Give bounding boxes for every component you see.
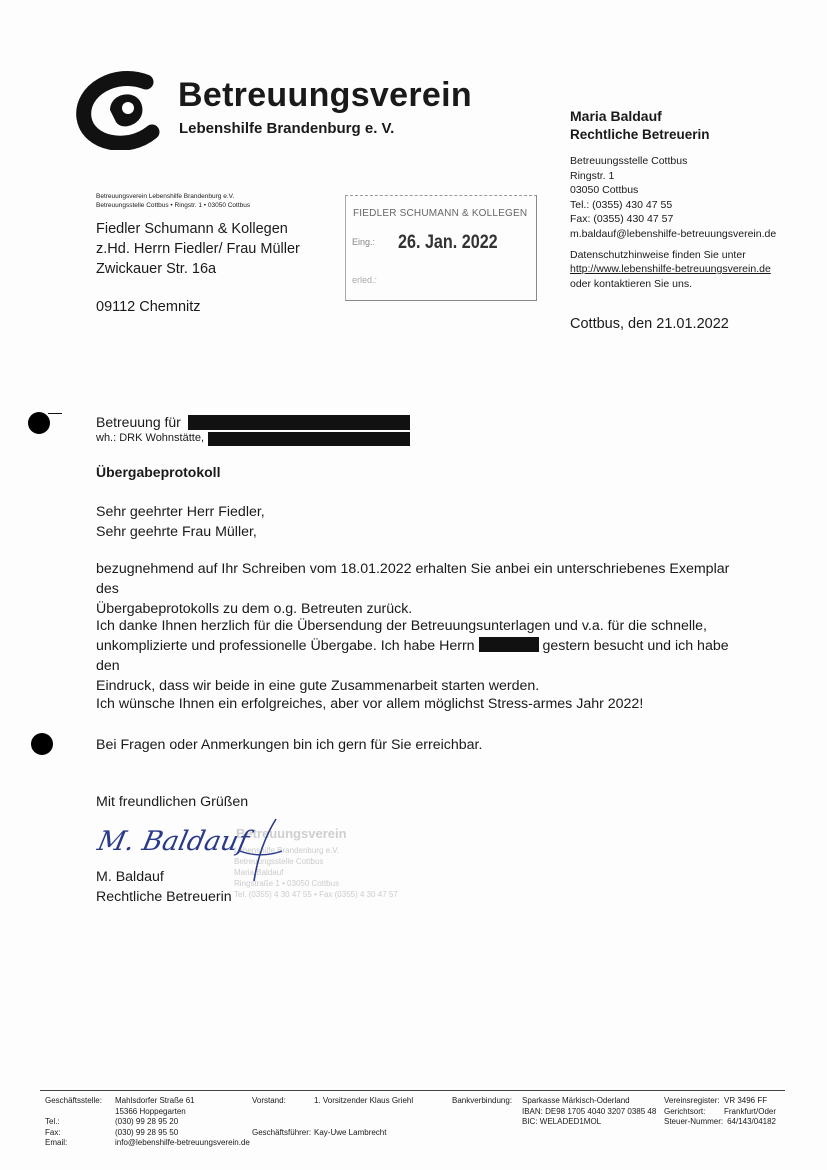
signature-stamp-line-2: Betreuungsstelle Cottbus — [234, 857, 324, 866]
footer-tel-label: Tel.: — [45, 1117, 60, 1127]
footer-bank — [522, 1096, 656, 1128]
handwritten-signature: M. Baldauf — [94, 826, 252, 857]
recipient-line-4: 09112 Chemnitz — [96, 299, 201, 315]
paragraph-1-line-2: Übergabeprotokolls zu dem o.g. Betreuten zurück. — [96, 601, 413, 617]
paragraph-3: Ich wünsche Ihnen ein erfolgreiches, aber vor allem möglichst Stress-armes Jahr 2022! — [96, 696, 644, 712]
sender-email[interactable]: m.baldauf@lebenshilfe-betreuungsverein.de — [570, 227, 777, 240]
sign-role: Rechtliche Betreuerin — [96, 889, 232, 905]
footer-vr: VR 3496 FF — [724, 1096, 768, 1105]
paragraph-2-line-2 — [96, 636, 746, 676]
punch-hole-icon — [28, 412, 50, 434]
footer-tax-label: Steuer-Nummer: — [664, 1117, 724, 1127]
footer-vorstand-label: Vorstand: — [252, 1096, 286, 1105]
paragraph-2-line-2a: unkomplizierte und professionelle Übergabe. Ich habe Herrn — [96, 638, 475, 654]
privacy-note-2: oder kontaktieren Sie uns. — [570, 277, 692, 290]
punch-hole-icon — [31, 733, 53, 755]
footer-divider — [40, 1090, 785, 1091]
footer-court: Frankfurt/Oder — [724, 1106, 777, 1116]
recipient-line-1: Fiedler Schumann & Kollegen — [96, 221, 288, 237]
stamp-eing-label: Eing.: — [352, 237, 376, 247]
lebenshilfe-logo-icon — [76, 70, 171, 150]
privacy-note: Datenschutzhinweise finden Sie unter — [570, 248, 746, 261]
sender-fax: Fax: (0355) 430 47 57 — [570, 213, 674, 226]
footer-gf: Kay-Uwe Lambrecht — [314, 1128, 387, 1137]
footer-fax: (030) 99 28 95 50 — [115, 1127, 179, 1137]
salutation — [96, 502, 746, 542]
footer-bank-line-2: IBAN: DE98 1705 4040 3207 0385 48 — [522, 1106, 657, 1116]
sender-city: 03050 Cottbus — [570, 184, 639, 197]
signature-stamp-line-3: Maria Baldauf — [234, 868, 284, 877]
sender-name: Maria Baldauf — [570, 108, 662, 124]
return-address-line-1: Betreuungsverein Lebenshilfe Brandenburg e.V. — [96, 193, 235, 200]
footer-vorstand: 1. Vorsitzender Klaus Griehl — [314, 1096, 414, 1105]
subject-line: Betreuung für — [96, 414, 181, 430]
paragraph-2 — [96, 616, 746, 696]
paragraph-2-line-3: Eindruck, dass wir beide in eine gute Zusammenarbeit starten werden. — [96, 678, 540, 694]
sender-street: Ringstr. 1 — [570, 169, 615, 182]
footer-contact — [115, 1096, 250, 1149]
footer-bank-line-3: BIC: WELADED1MOL — [522, 1117, 602, 1127]
logo-title: Betreuungsverein — [178, 76, 472, 114]
sender-contact — [570, 154, 776, 291]
footer-tel: (030) 99 28 95 20 — [115, 1117, 179, 1127]
wh-line: wh.: DRK Wohnstätte, — [96, 432, 205, 444]
sign-name: M. Baldauf — [96, 869, 164, 885]
sender-tel: Tel.: (0355) 430 47 55 — [570, 198, 673, 211]
stamp-erled-label: erled.: — [352, 275, 378, 285]
place-date: Cottbus, den 21.01.2022 — [570, 316, 729, 332]
paragraph-2-line-2b: gestern besucht und ich habe den — [96, 638, 729, 674]
footer-gs-line-2: 15366 Hoppegarten — [115, 1106, 186, 1116]
footer-bank-label: Bankverbindung: — [452, 1096, 513, 1105]
sender-office: Betreuungsstelle Cottbus — [570, 155, 688, 167]
sender-role: Rechtliche Betreuerin — [570, 127, 710, 142]
salutation-1: Sehr geehrter Herr Fiedler, — [96, 504, 265, 520]
signature-stamp-line-1: Lebenshilfe Brandenburg e.V. — [234, 846, 340, 855]
stamp-date: 26. Jan. 2022 — [398, 232, 498, 253]
recipient-address — [96, 219, 300, 279]
redaction-bar — [188, 415, 410, 430]
privacy-link[interactable]: http://www.lebenshilfe-betreuungsverein.de — [570, 263, 771, 276]
logo-subtitle: Lebenshilfe Brandenburg e. V. — [179, 120, 395, 137]
footer-gs-label: Geschäftsstelle: — [45, 1096, 102, 1105]
recipient-line-3: Zwickauer Str. 16a — [96, 261, 217, 277]
return-address-line-2: Betreuungsstelle Cottbus • Ringstr. 1 • 03050 Cottbus — [96, 202, 251, 209]
footer-fax-label: Fax: — [45, 1127, 61, 1137]
footer-email-label: Email: — [45, 1138, 68, 1148]
closing: Mit freundlichen Grüßen — [96, 794, 249, 810]
footer-labels — [45, 1096, 102, 1149]
footer-email[interactable]: info@lebenshilfe-betreuungsverein.de — [115, 1138, 250, 1148]
salutation-2: Sehr geehrte Frau Müller, — [96, 524, 257, 540]
footer-court-label: Gerichtsort: — [664, 1106, 706, 1116]
fold-mark — [48, 413, 62, 414]
signature-stamp-line-5: Tel. (0355) 4 30 47 55 • Fax (0355) 4 30 47 57 — [234, 890, 398, 899]
footer-vr-label: Vereinsregister: — [664, 1096, 720, 1105]
redaction-bar — [479, 637, 539, 652]
footer-tax: 64/143/04182 — [727, 1117, 776, 1127]
footer-register-labels — [664, 1096, 723, 1128]
footer-gs-line-1: Mahlsdorfer Straße 61 — [115, 1096, 195, 1105]
stamp-title: FIEDLER SCHUMANN & KOLLEGEN — [353, 208, 528, 219]
redaction-bar — [208, 432, 410, 446]
signature-stamp-line-4: Ringstraße 1 • 03050 Cottbus — [234, 879, 340, 888]
footer-register-values — [724, 1096, 776, 1128]
paragraph-2-line-1: Ich danke Ihnen herzlich für die Übersendung der Betreuungsunterlagen und v.a. für die schnelle, — [96, 618, 707, 634]
paragraph-1 — [96, 559, 746, 619]
paragraph-4: Bei Fragen oder Anmerkungen bin ich gern für Sie erreichbar. — [96, 737, 483, 753]
recipient-line-2: z.Hd. Herrn Fiedler/ Frau Müller — [96, 241, 300, 257]
paragraph-1-line-1: bezugnehmend auf Ihr Schreiben vom 18.01.2022 erhalten Sie anbei ein unterschriebenes Exemplar des — [96, 561, 730, 597]
letter-heading: Übergabeprotokoll — [96, 464, 221, 480]
signature-stamp-title: Betreuungsverein — [236, 826, 347, 841]
sign-off — [96, 867, 746, 907]
footer-bank-line-1: Sparkasse Märkisch-Oderland — [522, 1096, 630, 1105]
footer-gf-label: Geschäftsführer: — [252, 1128, 312, 1137]
